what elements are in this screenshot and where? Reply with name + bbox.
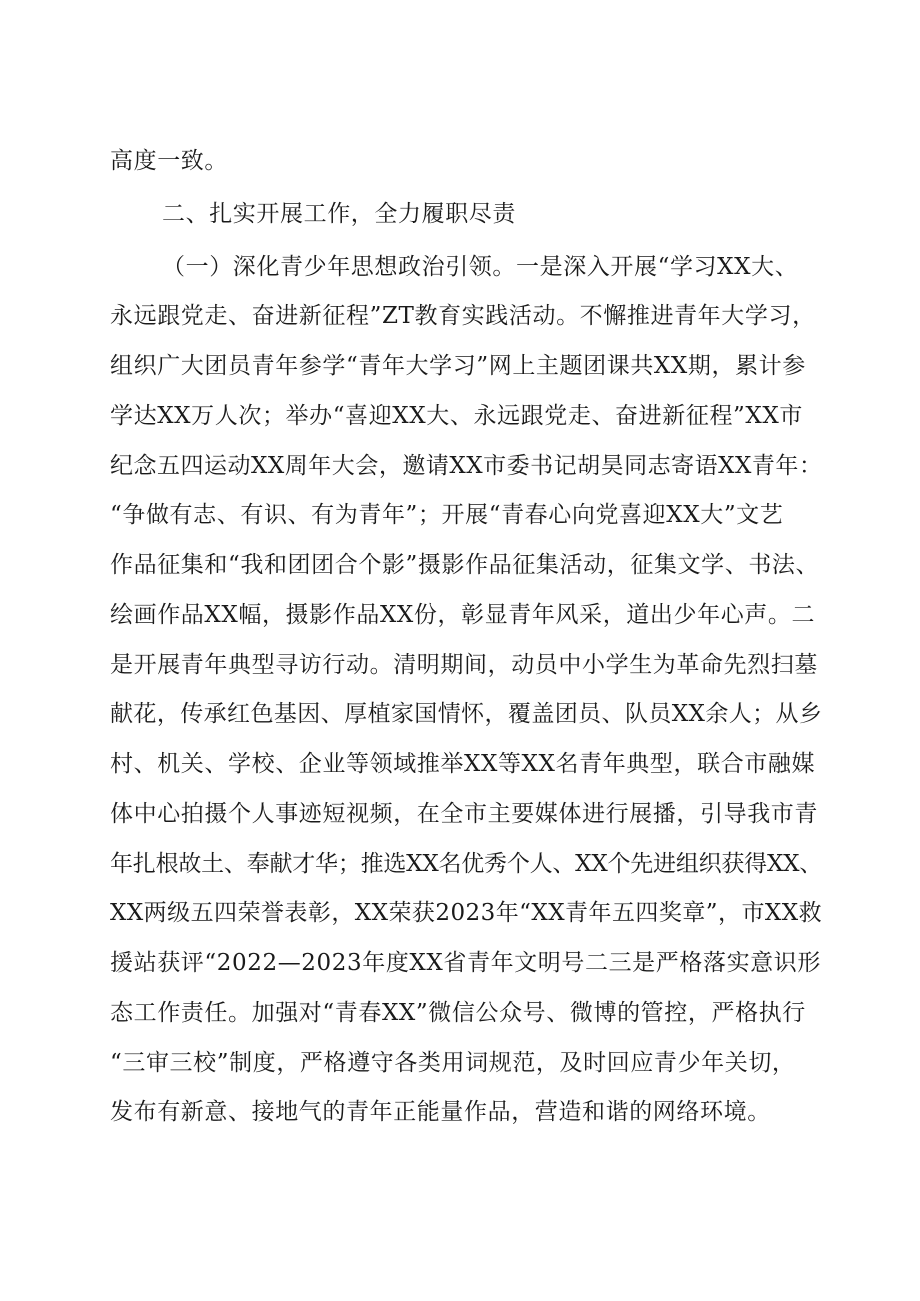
body-text-line: 援站获评“2022—2023年度XX省青年文明号二三是严格落实意识形	[110, 950, 821, 976]
body-text-line: 态工作责任。加强对“青春XX”微信公众号、微博的管控，严格执行	[110, 1000, 806, 1026]
subsection-heading-line: （一）深化青少年思想政治引领。一是深入开展“学习XX大、	[162, 254, 799, 280]
body-text-line: 是开展青年典型寻访行动。清明期间，动员中小学生为革命先烈扫墓	[110, 652, 818, 678]
body-text-line: 献花，传承红色基因、厚植家国情怀，覆盖团员、队员XX余人；从乡	[110, 701, 823, 727]
body-text-line: 永远跟党走、奋进新征程”ZT教育实践活动。不懈推进青年大学习，	[110, 303, 816, 329]
body-text-line: “争做有志、有识、有为青年”；开展“青春心向党喜迎XX大”文艺	[110, 502, 784, 528]
body-text-line: 绘画作品XX幅，摄影作品XX份，彰显青年风采，道出少年心声。二	[110, 602, 816, 628]
body-text-line: 村、机关、学校、企业等领域推举XX等XX名青年典型，联合市融媒	[110, 751, 816, 777]
body-text-line: 组织广大团员青年参学“青年大学习”网上主题团课共XX期，累计参	[110, 353, 806, 379]
body-text-line: 纪念五四运动XX周年大会，邀请XX市委书记胡昊同志寄语XX青年：	[110, 453, 823, 479]
body-text-line: 高度一致。	[110, 148, 228, 174]
section-heading: 二、扎实开展工作，全力履职尽责	[162, 201, 516, 227]
body-text-line: 年扎根故土、奉献才华；推选XX名优秀个人、XX个先进组织获得XX、	[110, 851, 823, 877]
body-text-line: 学达XX万人次；举办“喜迎XX大、永远跟党走、奋进新征程”XX市	[110, 403, 803, 429]
body-text-line: 体中心拍摄个人事迹短视频，在全市主要媒体进行展播，引导我市青	[110, 801, 818, 827]
body-text-line: “三审三校”制度，严格遵守各类用词规范，及时回应青少年关切，	[110, 1050, 796, 1076]
body-text-line: 发布有新意、接地气的青年正能量作品，营造和谐的网络环境。	[110, 1099, 771, 1125]
body-text-line: 作品征集和“我和团团合个影”摄影作品征集活动，征集文学、书法、	[110, 552, 820, 578]
body-text-line: XX两级五四荣誉表彰，XX荣获2023年“XX青年五四奖章”，市XX救	[110, 900, 823, 926]
